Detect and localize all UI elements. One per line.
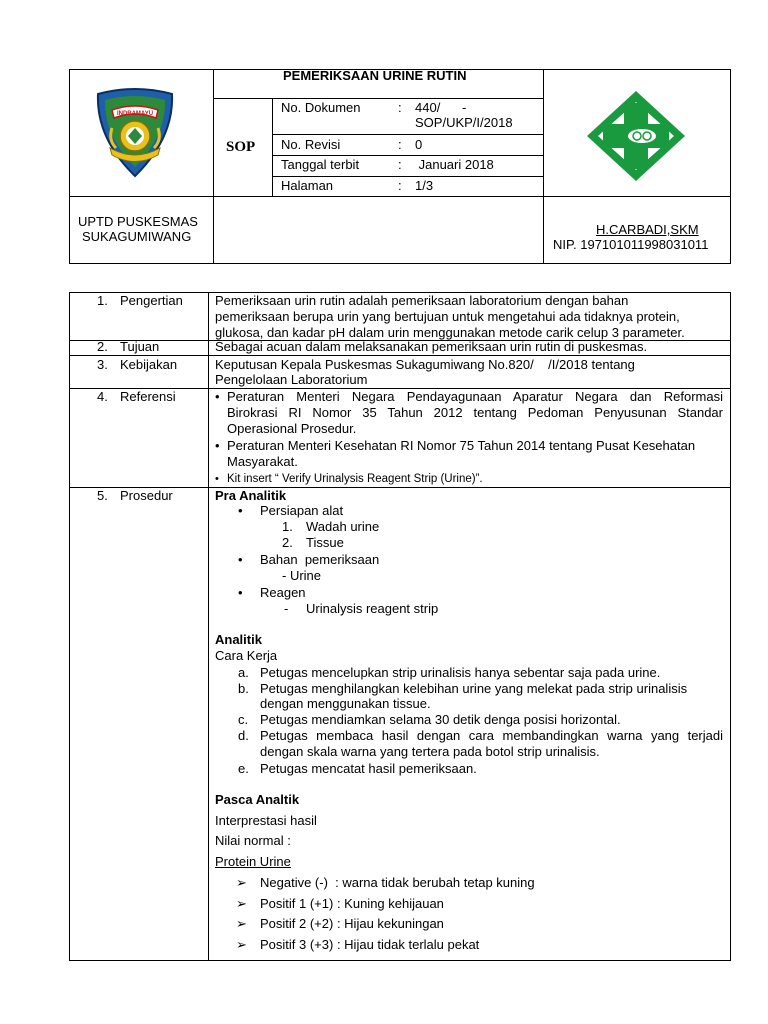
step-line: Petugas mencelupkan strip urinalisis hanya sebentar saja pada urine.: [260, 665, 661, 680]
arrow-bullet-icon: ➢: [236, 937, 247, 952]
alat-item: Wadah urine: [306, 519, 380, 534]
step-line: Petugas mendiamkan selama 30 detik denga posisi horizontal.: [260, 712, 621, 727]
signer-nip: NIP. 197101011998031011: [553, 237, 709, 252]
pengertian-line: pemeriksaan berupa urin yang bertujuan untuk mengetahui ada tidaknya protein,: [215, 309, 680, 324]
meta-label: No. Revisi: [281, 137, 341, 152]
alat-item: Tissue: [306, 535, 344, 550]
kebijakan-line: Pengelolaan Laboratorium: [215, 372, 368, 387]
meta-colon: :: [398, 100, 402, 115]
section-label: Tujuan: [120, 339, 160, 354]
tujuan-text: Sebagai acuan dalam melaksanakan pemeriksaan urin rutin di puskesmas.: [215, 339, 648, 354]
section-number: 4.: [97, 389, 108, 404]
sop-label: SOP: [226, 139, 256, 155]
section-number: 1.: [97, 293, 108, 308]
bullet-icon: •: [238, 552, 243, 567]
bullet-icon: •: [238, 585, 243, 600]
persiapan-alat: Persiapan alat: [260, 503, 344, 518]
puskesmas-logo: [585, 89, 687, 183]
referensi-line: Birokrasi RI Nomor 35 Tahun 2012 tentang Pedoman Penyusunan Standar: [227, 405, 723, 420]
section-label: Pengertian: [120, 293, 183, 308]
pasca-analitik-heading: Pasca Analtik: [215, 792, 300, 807]
meta-value: 0: [415, 137, 423, 152]
meta-value: 1/3: [415, 178, 434, 193]
referensi-line: Kit insert “ Verify Urinalysis Reagent Strip (Urine)”.: [227, 473, 483, 485]
step-letter: d.: [238, 728, 249, 743]
analitik-heading: Analitik: [215, 632, 262, 647]
nilai-normal: Nilai normal :: [215, 833, 291, 848]
referensi-line: Operasional Prosedur.: [227, 421, 357, 436]
section-number: 3.: [97, 357, 108, 372]
referensi-line: Peraturan Menteri Kesehatan RI Nomor 75 Tahun 2014 tentang Pusat Kesehatan: [227, 438, 696, 453]
section-number: 5.: [97, 488, 108, 503]
arrow-bullet-icon: ➢: [236, 916, 247, 931]
step-line: dengan menggunakan tissue.: [260, 696, 431, 711]
reagen-item: Urinalysis reagent strip: [306, 601, 439, 616]
pengertian-line: glukosa, dan kadar pH dalam urin menggunakan metode carik celup 3 parameter.: [215, 325, 685, 340]
reagen: Reagen: [260, 585, 306, 600]
signer-name: H.CARBADI,SKM: [596, 222, 699, 237]
protein-item: Negative (-) : warna tidak berubah tetap kuning: [260, 875, 535, 890]
step-line: Petugas mencatat hasil pemeriksaan.: [260, 761, 477, 776]
step-letter: a.: [238, 665, 249, 680]
document-title: PEMERIKSAAN URINE RUTIN: [283, 68, 467, 83]
section-number: 2.: [97, 339, 108, 354]
alat-number: 1.: [282, 519, 293, 534]
meta-colon: :: [398, 157, 402, 172]
alat-number: 2.: [282, 535, 293, 550]
protein-urine-heading: Protein Urine: [215, 854, 291, 869]
reagen-dash: -: [284, 601, 289, 616]
regional-logo: [92, 88, 178, 178]
bullet-icon: •: [215, 473, 219, 485]
bullet-icon: •: [215, 389, 220, 404]
arrow-bullet-icon: ➢: [236, 875, 247, 890]
section-label: Prosedur: [120, 488, 173, 503]
bullet-icon: •: [238, 503, 243, 518]
bahan-item: - Urine: [282, 568, 322, 583]
step-letter: e.: [238, 761, 249, 776]
meta-colon: :: [398, 178, 402, 193]
section-label: Kebijakan: [120, 357, 178, 372]
step-line: Petugas menghilangkan kelebihan urine yang melekat pada strip urinalisis: [260, 681, 688, 696]
bullet-icon: •: [215, 438, 220, 453]
step-line: Petugas membaca hasil dengan cara membandingkan warna yang terjadi: [260, 728, 723, 743]
bahan-pemeriksaan: Bahan pemeriksaan: [260, 552, 380, 567]
section-label: Referensi: [120, 389, 176, 404]
arrow-bullet-icon: ➢: [236, 896, 247, 911]
meta-value-line2: SOP/UKP/I/2018: [415, 115, 513, 130]
meta-value: Januari 2018: [415, 157, 494, 172]
pengertian-line: Pemeriksaan urin rutin adalah pemeriksaan laboratorium dengan bahan: [215, 293, 629, 308]
cara-kerja: Cara Kerja: [215, 648, 278, 663]
protein-item: Positif 2 (+2) : Hijau kekuningan: [260, 916, 444, 931]
step-letter: b.: [238, 681, 249, 696]
meta-label: Halaman: [281, 178, 334, 193]
kebijakan-line: Keputusan Kepala Puskesmas Sukagumiwang No.820/ /I/2018 tentang: [215, 357, 635, 372]
meta-colon: :: [398, 137, 402, 152]
referensi-line: Peraturan Menteri Negara Pendayagunaan Aparatur Negara dan Reformasi: [227, 389, 723, 404]
meta-label: Tanggal terbit: [281, 157, 360, 172]
meta-value: 440/ -: [415, 100, 467, 115]
step-line: dengan skala warna yang tertera pada botol strip urinalisis.: [260, 744, 600, 759]
protein-item: Positif 3 (+3) : Hijau tidak terlalu pekat: [260, 937, 480, 952]
logo-ribbon-text: INDRAMAYU: [116, 111, 154, 117]
pra-analitik-heading: Pra Analitik: [215, 488, 287, 503]
meta-label: No. Dokumen: [281, 100, 361, 115]
protein-item: Positif 1 (+1) : Kuning kehijauan: [260, 896, 444, 911]
step-letter: c.: [238, 712, 249, 727]
interpretasi-hasil: Interprestasi hasil: [215, 813, 317, 828]
org-name-line1: UPTD PUSKESMAS: [78, 214, 198, 229]
org-name-line2: SUKAGUMIWANG: [82, 229, 192, 244]
referensi-line: Masyarakat.: [227, 454, 298, 469]
